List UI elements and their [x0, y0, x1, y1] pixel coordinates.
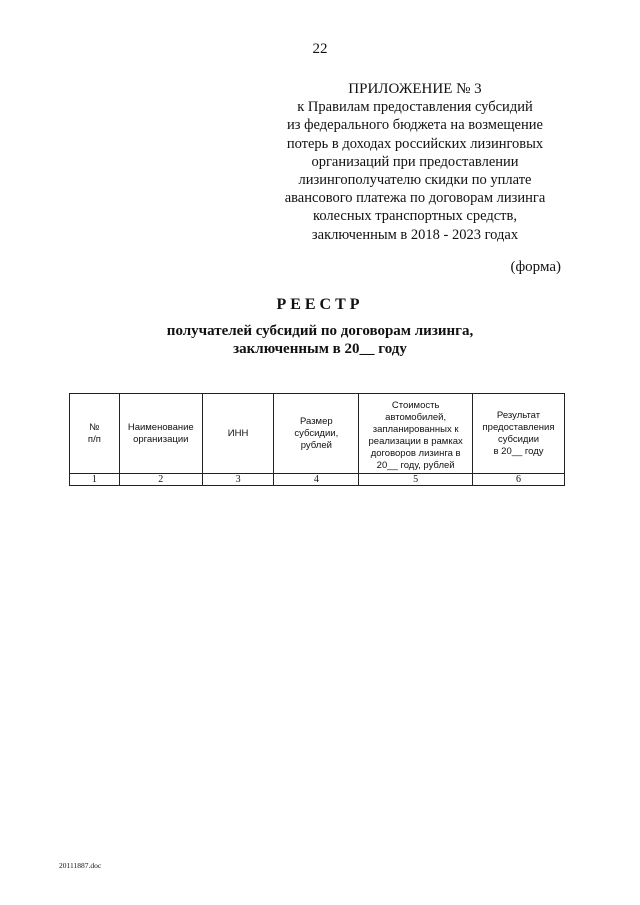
form-label: (форма)	[510, 259, 561, 275]
header-cell-subsidy-amount	[274, 394, 359, 474]
header-text: Размер	[300, 415, 333, 427]
header-cell-organization	[119, 394, 202, 474]
registry-title: РЕЕСТР	[276, 296, 364, 313]
header-text: запланированных к	[372, 424, 459, 435]
appendix-line: колесных транспортных средств,	[313, 208, 517, 225]
column-number: 3	[202, 474, 274, 486]
header-text: Стоимость	[391, 400, 440, 411]
appendix-line: потерь в доходах российских лизинговых	[286, 135, 544, 152]
appendix-line: лизингополучателю скидки по уплате	[298, 172, 532, 189]
header-text: №	[89, 421, 100, 433]
header-text: субсидии	[497, 433, 540, 445]
header-cell-result	[473, 394, 565, 474]
appendix-block	[270, 80, 560, 244]
header-text: в 20__ году	[493, 445, 544, 457]
registry-subtitle-line: заключенным в 20__ году	[233, 341, 407, 357]
header-text: организации	[133, 433, 189, 445]
header-text: предоставления	[482, 421, 555, 433]
header-text: п/п	[87, 433, 101, 445]
header-text: Результат	[496, 409, 541, 421]
column-number: 6	[473, 474, 565, 486]
registry-table	[69, 393, 565, 486]
column-number: 4	[274, 474, 359, 486]
registry-subtitle	[150, 322, 490, 358]
appendix-line: организаций при предоставлении	[311, 153, 519, 170]
header-text: субсидии,	[294, 427, 339, 439]
column-number: 1	[70, 474, 120, 486]
registry-subtitle-line: получателей субсидий по договорам лизинга,	[166, 323, 474, 339]
header-text: 20__ году, рублей	[376, 460, 455, 471]
appendix-line: к Правилам предоставления субсидий	[297, 99, 533, 116]
header-cell-vehicle-cost	[359, 394, 473, 474]
appendix-line: из федерального бюджета на возмещение	[287, 117, 543, 134]
column-number: 5	[359, 474, 473, 486]
header-text: ИНН	[227, 427, 249, 439]
appendix-line: авансового платежа по договорам лизинга	[284, 190, 546, 207]
header-text: рублей	[300, 439, 332, 451]
document-code: 20111887.doc	[59, 861, 102, 870]
header-cell-number	[70, 394, 120, 474]
header-text: реализации в рамках	[368, 436, 463, 447]
table-header-row	[70, 394, 565, 474]
appendix-title: ПРИЛОЖЕНИЕ № 3	[348, 81, 482, 97]
column-number: 2	[119, 474, 202, 486]
header-cell-inn	[202, 394, 274, 474]
table-column-number-row	[70, 474, 565, 486]
header-text: договоров лизинга в	[370, 448, 461, 459]
page-number: 22	[312, 41, 328, 57]
header-text: автомобилей,	[385, 412, 447, 423]
appendix-line: заключенным в 2018 - 2023 годах	[311, 226, 519, 243]
header-text: Наименование	[127, 421, 194, 433]
